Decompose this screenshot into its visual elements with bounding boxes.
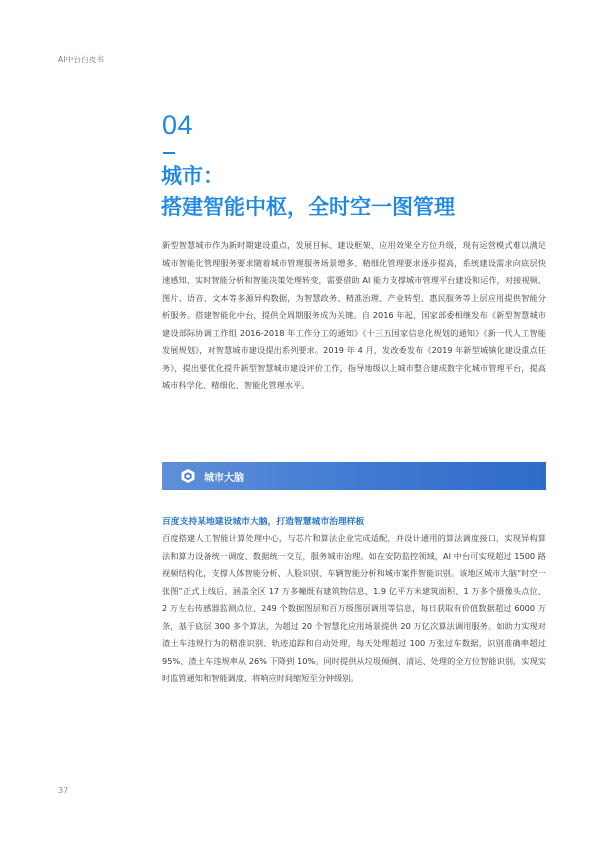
section-title: 城市大脑 bbox=[204, 473, 244, 484]
chapter-number: 04 bbox=[162, 110, 194, 140]
intro-section bbox=[162, 237, 546, 395]
chapter-title-line-2: 搭建智能中枢，全时空一图管理 bbox=[161, 195, 455, 219]
case-heading: 百度支持某地建设城市大脑，打造智慧城市治理样板 bbox=[162, 517, 365, 527]
chapter-divider bbox=[163, 152, 175, 154]
chapter-title bbox=[161, 161, 455, 223]
section-banner bbox=[162, 462, 546, 490]
case-body bbox=[162, 530, 546, 688]
cube-icon bbox=[180, 468, 196, 484]
document-header-label: AI中台白皮书 bbox=[58, 55, 105, 64]
chapter-title-line-1: 城市： bbox=[161, 164, 224, 188]
page-number: 37 bbox=[58, 786, 69, 795]
case-paragraph: 百度搭建人工智能计算处理中心，与芯片和算法企业完成适配，并设计通用的算法调度接口，实现异构算法和算力设备统一调度、数据统一交互，服务城市治理。如在安防监控领域，AI 中台可实现超过 1500 路视频结构化，支撑人体智能分析、人脸识别、车辆智能分析和城市案件智能识别。该地区城市大脑“时空一张图”正式上线后，涵盖全区 17 万多幢既有建筑物信息、1.9 亿平方米建筑面积、1 万多个摄像头点位、2 万左右传感器监测点位、249 个数据图层和百万级图层调用等信息，每日获取有价值数据超过 6000 万条，基于底层 300 多个算法，为超过 20 个智慧化应用场景提供 20 万亿次算法调用服务。如助力实现对渣土车违规行为的精准识别、轨迹追踪和自动处理，每天处理超过 100 万张过车数据，识别准确率超过 95%、渣土车违规率从 26% 下降到 10%。同时提供从垃圾倾倒、清运、处理的全方位智能识别，实现实时监管通知和智能调度，将响应时间缩短至分钟级别。 bbox=[162, 533, 546, 683]
intro-paragraph: 新型智慧城市作为新时期建设重点，发展目标、建设框架、应用效果全方位升级，现有运营模式难以满足城市智能化管理服务要求随着城市管理服务场景增多、精细化管理要求逐步提高，系统建设需求向底层快速感知、实时智能分析和智能决策处理转变，需要借助 AI 能力支撑城市管理平台建设和运作，对接视频、图片、语音、文本等多源异构数据，为智慧政务、精准治理、产业转型、惠民服务等上层应用提供智能分析服务。搭建智能化中台，提供全周期服务成为关键。自 2016 年起，国家部委相继发布《新型智慧城市建设部际协调工作组 2016-2018 年工作分工的通知》《十三五国家信息化规划的通知》《新一代人工智能发展规划》，对智慧城市建设提出系列要求。2019 年 4 月，发改委发布《2019 年新型城镇化建设重点任务》，提出要优化提升新型智慧城市建设评价工作，指导地级以上城市整合建成数字化城市管理平台，提高城市科学化、精细化、智能化管理水平。 bbox=[162, 240, 546, 390]
